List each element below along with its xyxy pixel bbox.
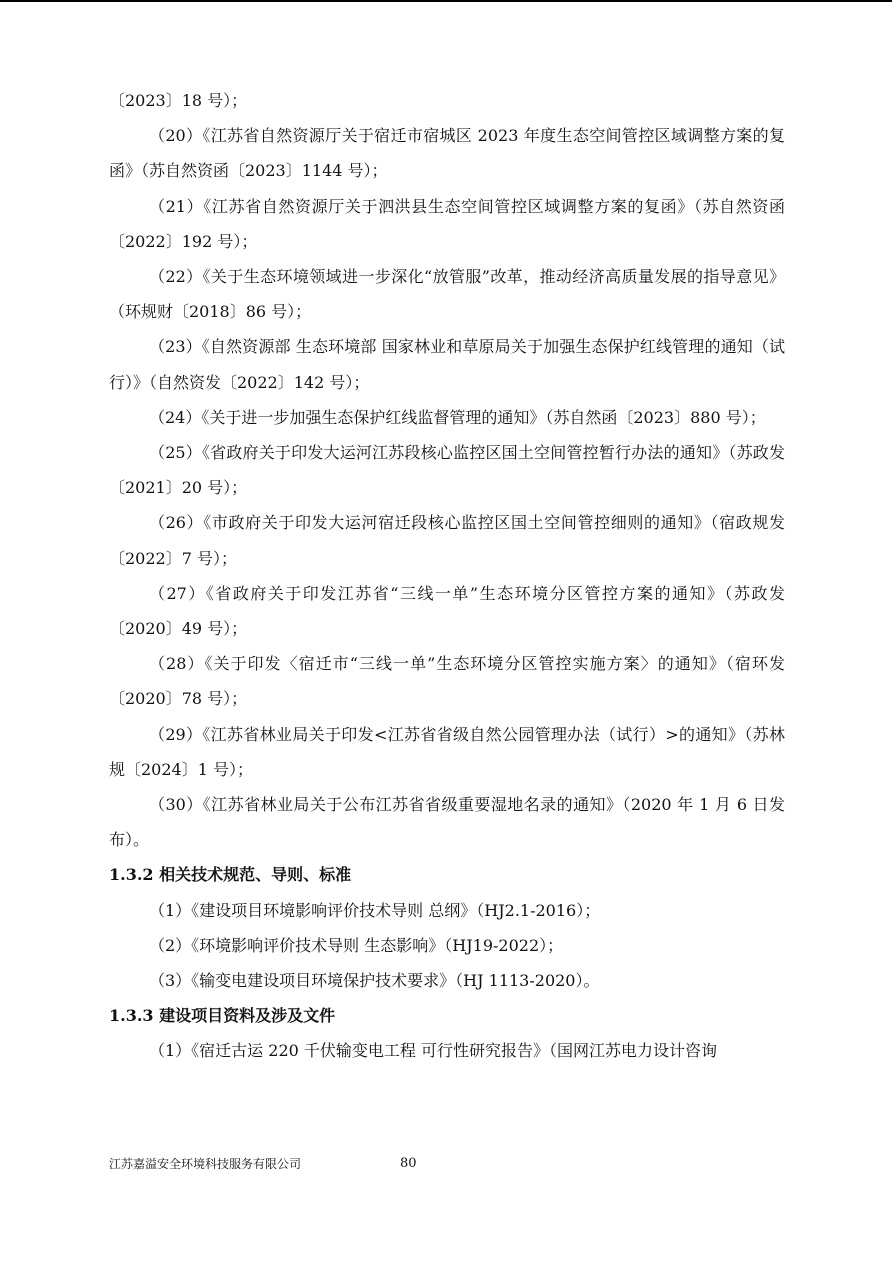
paragraph: （23）《自然资源部 生态环境部 国家林业和草原局关于加强生态保护红线管理的通知（试行）》（自然资发〔2022〕142 号）； [109,337,785,392]
footer-company: 江苏嘉溢安全环境科技服务有限公司 [109,1157,302,1171]
paragraph: （28）《关于印发〈宿迁市“三线一单”生态环境分区管控实施方案〉的通知》（宿环发〔2020〕78 号）； [109,654,785,709]
paragraph: 〔2023〕18 号）； [109,91,248,110]
paragraph: （1）《建设项目环境影响评价技术导则 总纲》（HJ2.1-2016）； [149,900,601,920]
paragraph: （2）《环境影响评价技术导则 生态影响》（HJ19-2022）； [149,935,564,955]
paragraph: （25）《省政府关于印发大运河江苏段核心监控区国土空间管控暂行办法的通知》（苏政发〔2021〕20 号）； [109,443,785,498]
paragraph: （20）《江苏省自然资源厅关于宿迁市宿城区 2023 年度生态空间管控区域调整方案的复函》（苏自然资函〔2023〕1144 号）； [109,126,785,181]
paragraph: （29）《江苏省林业局关于印发<江苏省省级自然公园管理办法（试行）>的通知》（苏林规〔2024〕1 号）； [109,724,785,779]
page-top-rule [0,0,892,2]
paragraph: （3）《输变电建设项目环境保护技术要求》（HJ 1113-2020）。 [149,971,600,991]
paragraph: （1）《宿迁古运 220 千伏输变电工程 可行性研究报告》（国网江苏电力设计咨询 [149,1041,717,1061]
paragraph: （26）《市政府关于印发大运河宿迁段核心监控区国土空间管控细则的通知》（宿政规发〔2022〕7 号）； [109,513,785,568]
page-number: 80 [400,1156,417,1171]
paragraph: （30）《江苏省林业局关于公布江苏省省级重要湿地名录的通知》（2020 年 1 月 6 日发布）。 [109,795,785,850]
section-heading: 1.3.3 建设项目资料及涉及文件 [109,1006,336,1026]
section-heading: 1.3.2 相关技术规范、导则、标准 [109,865,352,885]
document-body [109,83,785,1069]
paragraph: （22）《关于生态环境领域进一步深化“放管服”改革，推动经济高质量发展的指导意见》（环规财〔2018〕86 号）； [109,267,785,322]
paragraph: （24）《关于进一步加强生态保护红线监督管理的通知》（苏自然函〔2023〕880 号）； [149,407,766,427]
paragraph: （27）《省政府关于印发江苏省“三线一单”生态环境分区管控方案的通知》（苏政发〔2020〕49 号）； [109,583,785,639]
paragraph: （21）《江苏省自然资源厅关于泗洪县生态空间管控区域调整方案的复函》（苏自然资函〔2022〕192 号）； [109,196,785,251]
